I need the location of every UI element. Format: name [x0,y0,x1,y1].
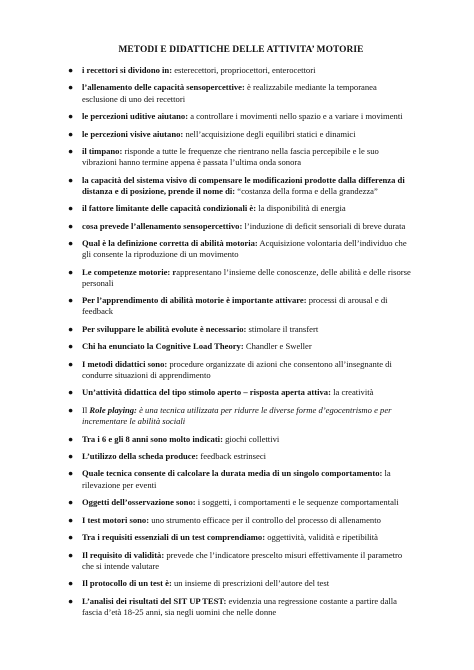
item-answer: feedback estrinseci [198,450,267,461]
bullet-icon: ● [68,174,74,185]
item-answer: Acquisizione volontaria dell’individuo che gli consente la riproduzione di un movimento [82,238,407,260]
item-answer: la rilevazione per eventi [82,468,391,490]
item-question: Le competenze motorie: r [82,266,177,277]
bullet-icon: ● [68,532,74,543]
bullet-icon: ● [68,65,74,75]
bullet-icon: ● [68,549,74,560]
item-question: la capacità del sistema visivo di compensare le modificazioni prodotte dalla differenza di distanza e di posizione, prende il nome di: [82,174,405,196]
item-question: L’utilizzo della scheda produce: [82,450,199,461]
list-item [68,324,414,335]
list-item [68,82,414,104]
bullet-icon: ● [68,111,74,122]
item-question: I test motori sono: [82,514,150,525]
item-question: le percezioni uditive aiutano: [82,111,189,122]
item-question: Un’attività didattica del tipo stimolo aperto – risposta aperta attiva: [82,387,331,398]
item-answer: procedure organizzate di azioni che consentono all’insegnante di condurre situazioni di apprendimento [82,358,392,380]
bullet-icon: ● [68,341,74,352]
list-item [68,341,414,352]
bullet-icon: ● [68,514,74,525]
item-answer: la disponibilità di energia [256,203,346,214]
item-question: i recettori si dividono in: [82,65,173,75]
bullet-icon: ● [68,595,74,606]
item-answer: oggettività, validità e ripetibilità [265,532,378,543]
item-question: Per l’apprendimento di abilità motorie è importante attivare: [82,295,307,306]
item-question: Chi ha enunciato la Cognitive Load Theory: [82,341,244,352]
bullet-icon: ● [68,497,74,508]
bullet-icon: ● [68,387,74,398]
item-question: Quale tecnica consente di calcolare la durata media di un singolo comportamento: [82,468,383,479]
item-question: Tra i 6 e gli 8 anni sono molto indicati: [82,433,223,444]
item-answer: i soggetti, i comportamenti e le sequenze comportamentali [195,497,399,508]
list-item [68,146,414,168]
bullet-icon: ● [68,433,74,444]
bullet-icon: ● [68,146,74,157]
item-answer: l’induzione di deficit sensoriali di breve durata [242,220,406,231]
item-answer: processi di arousal e di feedback [82,295,388,317]
item-answer: esterecettori, propriocettori, enterocettori [172,65,316,75]
item-answer: uno strumento efficace per il controllo del processo di allenamento [149,514,381,525]
list-item [68,578,414,589]
item-answer: appresentano l’insieme delle conoscenze, delle abilità e delle risorse personali [82,266,411,288]
item-answer: “costanza della forma e della grandezza” [235,185,378,196]
bullet-icon: ● [68,323,74,334]
page-title: METODI E DIDATTICHE DELLE ATTIVITA’ MOTORIE [118,45,364,55]
item-answer: la creatività [330,387,374,398]
item-answer: nell’acquisizione degli equilibri statici e dinamici [183,128,356,139]
item-answer: evidenzia una regressione costante a partire dalla fascia d’età 18-25 anni, sia negli uomini che nelle donne [82,595,397,617]
bullet-icon: ● [68,450,74,461]
item-question: Per sviluppare le abilità evolute è necessario: [82,323,247,334]
list-item [68,532,414,543]
question-list [68,65,414,618]
item-answer: risponde a tutte le frequenze che rientrano nella fascia percepibile e le suo vibrazioni hanno termine appena è passata l’ultima onda sonora [82,146,379,168]
item-question: le percezioni visive aiutano: [82,128,184,139]
item-question: il fattore limitante delle capacità condizionali è: [82,203,257,214]
item-answer: a controllare i movimenti nello spazio e a variare i movimenti [188,111,403,122]
list-item [68,405,414,427]
list-item [68,111,414,122]
list-item [68,267,414,289]
bullet-icon: ● [68,404,74,415]
item-question: Tra i requisiti essenziali di un test comprendiamo: [82,532,266,543]
list-item [68,497,414,508]
item-answer: Chandler e Sweller [243,341,312,352]
item-answer: stimolare il transfert [246,323,319,334]
item-answer: Il [82,404,90,415]
list-item [68,129,414,140]
item-question: I metodi didattici sono: [82,358,168,369]
item-question: l’allenamento delle capacità sensopercettive: [82,82,245,93]
list-item [68,203,414,214]
list-item [68,175,414,197]
bullet-icon: ● [68,220,74,231]
item-question: Il protocollo di un test è: [82,578,172,589]
bullet-icon: ● [68,266,74,277]
bullet-icon: ● [68,578,74,589]
list-item [68,295,414,317]
list-item [68,221,414,232]
list-item [68,238,414,260]
list-item [68,550,414,572]
item-answer: è realizzabile mediante la temporanea esclusione di uno dei recettori [82,82,377,104]
list-item [68,387,414,398]
item-question: Il requisito di validità: [82,549,165,560]
list-item [68,359,414,381]
item-answer: un insieme di prescrizioni dell’autore del test [171,578,330,589]
bullet-icon: ● [68,128,74,139]
list-item [68,434,414,445]
bullet-icon: ● [68,203,74,214]
bullet-icon: ● [68,82,74,93]
item-question: Oggetti dell’osservazione sono: [82,497,196,508]
item-answer: prevede che l’indicatore prescelto misuri effettivamente il parametro che si intende valutare [82,549,403,571]
item-answer-italic: è una tecnica utilizzata per ridurre le diverse forme d’egocentrismo e per incrementare le abilità sociali [82,404,392,427]
item-question: Qual è la definizione corretta di abilità motoria: [82,238,258,249]
list-item [68,451,414,462]
bullet-icon: ● [68,238,74,249]
bullet-icon: ● [68,358,74,369]
item-question: cosa prevede l’allenamento sensopercettivo: [82,220,243,231]
item-answer: giochi collettivi [222,433,280,444]
list-item [68,65,414,76]
bullet-icon: ● [68,295,74,306]
bullet-icon: ● [68,468,74,479]
list-item [68,515,414,526]
item-question: L’analisi dei risultati del SIT UP TEST: [82,595,227,606]
list-item [68,596,414,618]
item-question: il timpano: [82,146,123,157]
item-question-italic: Role playing: [89,404,137,415]
list-item [68,468,414,490]
